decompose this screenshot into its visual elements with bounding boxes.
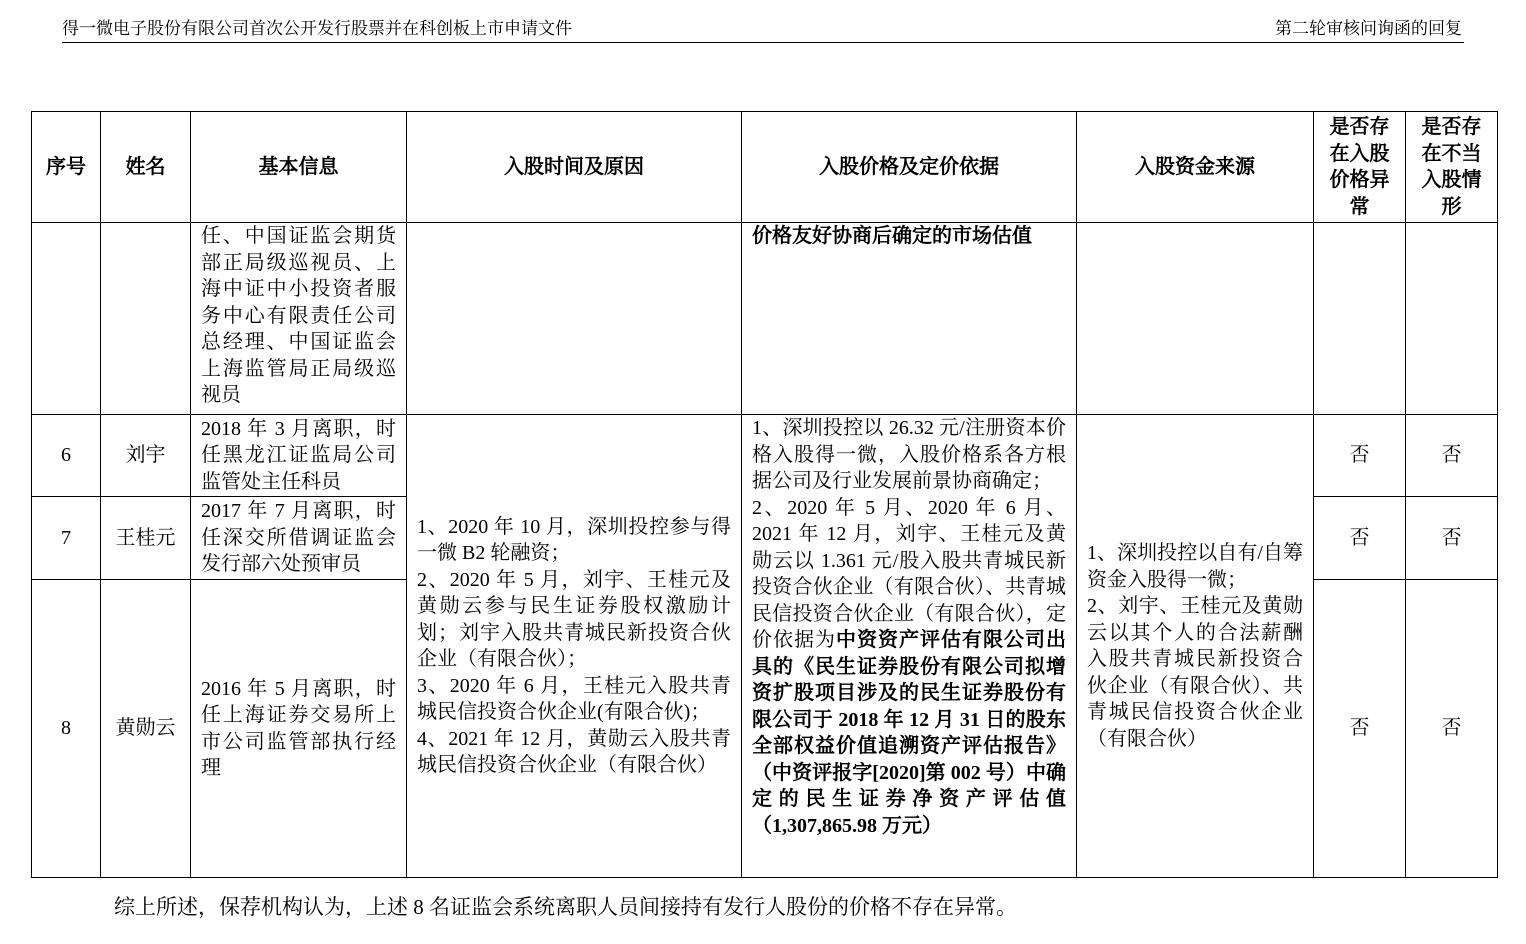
- cell-no: 8: [32, 580, 101, 878]
- cell-improper: 否: [1406, 497, 1498, 580]
- table-row: [32, 415, 1498, 497]
- col-header-improper: 是否存在不当入股情形: [1406, 112, 1498, 223]
- col-header-time: 入股时间及原因: [407, 112, 742, 223]
- col-header-name: 姓名: [101, 112, 191, 223]
- cell-price-continuation: 价格友好协商后确定的市场估值: [742, 223, 1077, 415]
- price-item-2: [752, 495, 1066, 840]
- cell-improper: 否: [1406, 580, 1498, 878]
- source-item: 1、深圳投控以自有/自筹资金入股得一微；: [1087, 542, 1303, 591]
- cell-abnormal: 否: [1314, 497, 1406, 580]
- cell-abnormal: 否: [1314, 415, 1406, 497]
- price-item-2-text: 2、2020 年 5 月、2020 年 6 月、2021 年 12 月，刘宇、王桂元及黄勋云以 1.361 元/股入股共青城民新投资合伙企业（有限合伙）、共青城民信投资合伙企业（有限合伙），定价依据为: [752, 496, 1066, 651]
- cell-improper: 否: [1406, 415, 1498, 497]
- header-section-title: 第二轮审核问询函的回复: [1275, 19, 1462, 38]
- cell-no: 7: [32, 497, 101, 580]
- summary-paragraph: 综上所述，保荐机构认为，上述 8 名证监会系统离职人员间接持有发行人股份的价格不存在异常。: [114, 895, 1017, 919]
- cell-info: 2018 年 3 月离职，时任黑龙江证监局公司监管处主任科员: [191, 415, 407, 497]
- cell-source-merged: [1077, 415, 1314, 878]
- time-item: 2、2020 年 5 月，刘宇、王桂元及黄勋云参与民生证券股权激励计划；刘宇入股共青城民新投资合伙企业（有限合伙）；: [417, 568, 731, 670]
- shareholder-table: [31, 111, 1498, 878]
- time-item: 4、2021 年 12 月，黄勋云入股共青城民信投资合伙企业（有限合伙）: [417, 727, 731, 776]
- cell-name: 刘宇: [101, 415, 191, 497]
- cell-info: 2017 年 7 月离职，时任深交所借调证监会发行部六处预审员: [191, 497, 407, 580]
- cell-price-merged: [742, 415, 1077, 878]
- cell-time-merged: [407, 415, 742, 878]
- cell-info-continuation: 任、中国证监会期货部正局级巡视员、上海中证中小投资者服务中心有限责任公司总经理、中国证监会上海监管局正局级巡视员: [191, 223, 407, 415]
- time-item: 1、2020 年 10 月，深圳投控参与得一微 B2 轮融资；: [417, 515, 731, 564]
- col-header-no: 序号: [32, 112, 101, 223]
- col-header-abnormal: 是否存在入股价格异常: [1314, 112, 1406, 223]
- table-row-continuation: [32, 223, 1498, 415]
- cell-no: 6: [32, 415, 101, 497]
- col-header-source: 入股资金来源: [1077, 112, 1314, 223]
- cell-info: 2016 年 5 月离职，时任上海证券交易所上市公司监管部执行经理: [191, 580, 407, 878]
- col-header-price: 入股价格及定价依据: [742, 112, 1077, 223]
- header-document-title: 得一微电子股份有限公司首次公开发行股票并在科创板上市申请文件: [62, 19, 572, 38]
- price-item-1: 1、深圳投控以 26.32 元/注册资本价格入股得一微，入股价格系各方根据公司及行业发展前景协商确定；: [752, 417, 1066, 492]
- cell-name: 王桂元: [101, 497, 191, 580]
- price-item-2-basis: 中资资产评估有限公司出具的《民生证券股份有限公司拟增资扩股项目涉及的民生证券股份有限公司于 2018 年 12 月 31 日的股东全部权益价值追溯资产评估报告》（中资评报字[2020]第 002 号）中确定的民生证券净资产评估值（1,307,865.98 万元）: [752, 629, 1066, 837]
- time-item: 3、2020 年 6 月，王桂元入股共青城民信投资合伙企业(有限合伙)；: [417, 674, 731, 723]
- source-item: 2、刘宇、王桂元及黄勋云以其个人的合法薪酬入股共青城民新投资合伙企业（有限合伙）、共青城民信投资合伙企业（有限合伙）: [1087, 595, 1303, 750]
- cell-name: 黄勋云: [101, 580, 191, 878]
- table-header-row: [32, 112, 1498, 223]
- header-divider: [62, 42, 1464, 43]
- col-header-info: 基本信息: [191, 112, 407, 223]
- cell-abnormal: 否: [1314, 580, 1406, 878]
